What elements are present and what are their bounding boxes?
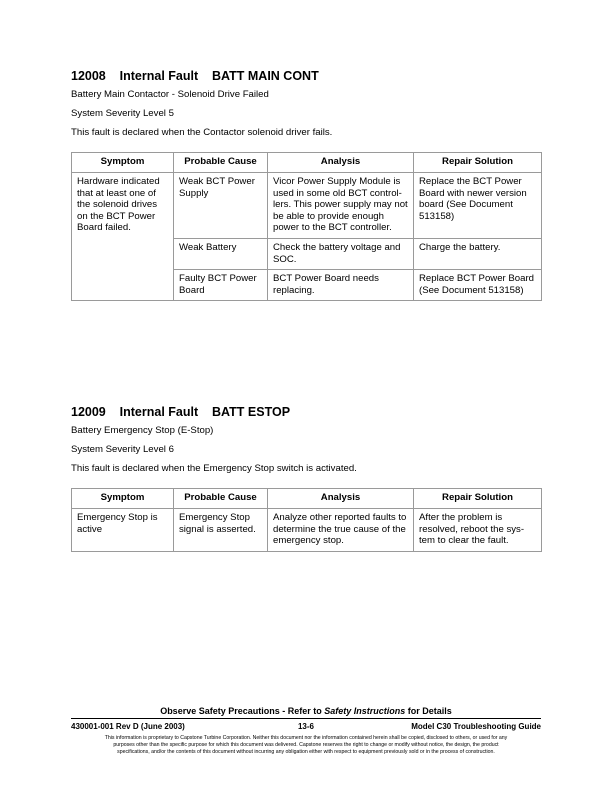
fault-description: Battery Emergency Stop (E-Stop) bbox=[71, 425, 214, 436]
disclaimer-line: purposes other than the specific purpose for which this document was delivered. Capstone reserves the right to change or modify without notice, the design, the product bbox=[113, 741, 499, 748]
column-header-cause: Probable Cause bbox=[174, 153, 268, 173]
severity-level: System Severity Level 5 bbox=[71, 108, 174, 119]
column-header-solution: Repair Solution bbox=[414, 489, 542, 509]
column-header-analysis: Analysis bbox=[268, 153, 414, 173]
footer-divider bbox=[71, 718, 541, 719]
fault-declaration: This fault is declared when the Emergency Stop switch is activated. bbox=[71, 463, 357, 474]
table-row bbox=[72, 509, 542, 552]
column-header-symptom: Symptom bbox=[72, 489, 174, 509]
column-header-solution: Repair Solution bbox=[414, 153, 542, 173]
guide-title: Model C30 Troubleshooting Guide bbox=[411, 722, 541, 731]
analysis-cell: Check the battery voltage and SOC. bbox=[268, 238, 414, 269]
safety-notice bbox=[0, 706, 612, 716]
fault-section-12009 bbox=[71, 405, 541, 552]
analysis-cell: BCT Power Board needs replacing. bbox=[268, 270, 414, 301]
analysis-cell: Analyze other reported faults to determine the true cause of the emergency stop. bbox=[268, 509, 414, 552]
symptom-cell: Hardware indicated that at least one of the solenoid drives on the BCT Power Board failed. bbox=[72, 173, 174, 301]
fault-declaration: This fault is declared when the Contactor solenoid driver fails. bbox=[71, 127, 333, 138]
cause-cell: Weak Battery bbox=[174, 238, 268, 269]
table-row bbox=[72, 173, 542, 239]
safety-notice-prefix: Observe Safety Precautions - Refer to bbox=[160, 706, 325, 716]
column-header-cause: Probable Cause bbox=[174, 489, 268, 509]
solution-cell: Replace the BCT Power Board with newer version board (See Document 513158) bbox=[414, 173, 542, 239]
fault-table bbox=[71, 152, 542, 301]
section-title: 12008 Internal Fault BATT MAIN CONT bbox=[71, 69, 319, 83]
cause-cell: Emergency Stop signal is asserted. bbox=[174, 509, 268, 552]
disclaimer-line: This information is proprietary to Capstone Turbine Corporation. Neither this document nor the information contained herein shall be copied, disclosed to others, or used for any bbox=[104, 735, 508, 741]
document-id: 430001-001 Rev D (June 2003) bbox=[71, 722, 185, 731]
fault-section-12008 bbox=[71, 69, 541, 301]
safety-notice-suffix: for Details bbox=[405, 706, 452, 716]
solution-cell: Replace BCT Power Board (See Document 513158) bbox=[414, 270, 542, 301]
safety-notice-emphasis: Safety Instructions bbox=[324, 706, 406, 716]
symptom-cell: Emergency Stop is active bbox=[72, 509, 174, 552]
fault-table bbox=[71, 488, 542, 552]
proprietary-disclaimer bbox=[71, 735, 541, 755]
disclaimer-line: specifications, and/or the contents of this document without incurring any obligation either with respect to equipment previously sold or in the process of construction. bbox=[117, 748, 495, 755]
analysis-cell: Vicor Power Supply Module is used in some old BCT control- lers. This power supply may not be able to provide enough power to the BCT controller. bbox=[268, 173, 414, 239]
cause-cell: Weak BCT Power Supply bbox=[174, 173, 268, 239]
page-number: 13-6 bbox=[297, 722, 314, 731]
table-header-row bbox=[72, 489, 542, 509]
column-header-analysis: Analysis bbox=[268, 489, 414, 509]
severity-level: System Severity Level 6 bbox=[71, 444, 174, 455]
fault-description: Battery Main Contactor - Solenoid Drive Failed bbox=[71, 89, 269, 100]
solution-cell: Charge the battery. bbox=[414, 238, 542, 269]
cause-cell: Faulty BCT Power Board bbox=[174, 270, 268, 301]
section-title: 12009 Internal Fault BATT ESTOP bbox=[71, 405, 291, 419]
table-header-row bbox=[72, 153, 542, 173]
solution-cell: After the problem is resolved, reboot the sys- tem to clear the fault. bbox=[414, 509, 542, 552]
column-header-symptom: Symptom bbox=[72, 153, 174, 173]
